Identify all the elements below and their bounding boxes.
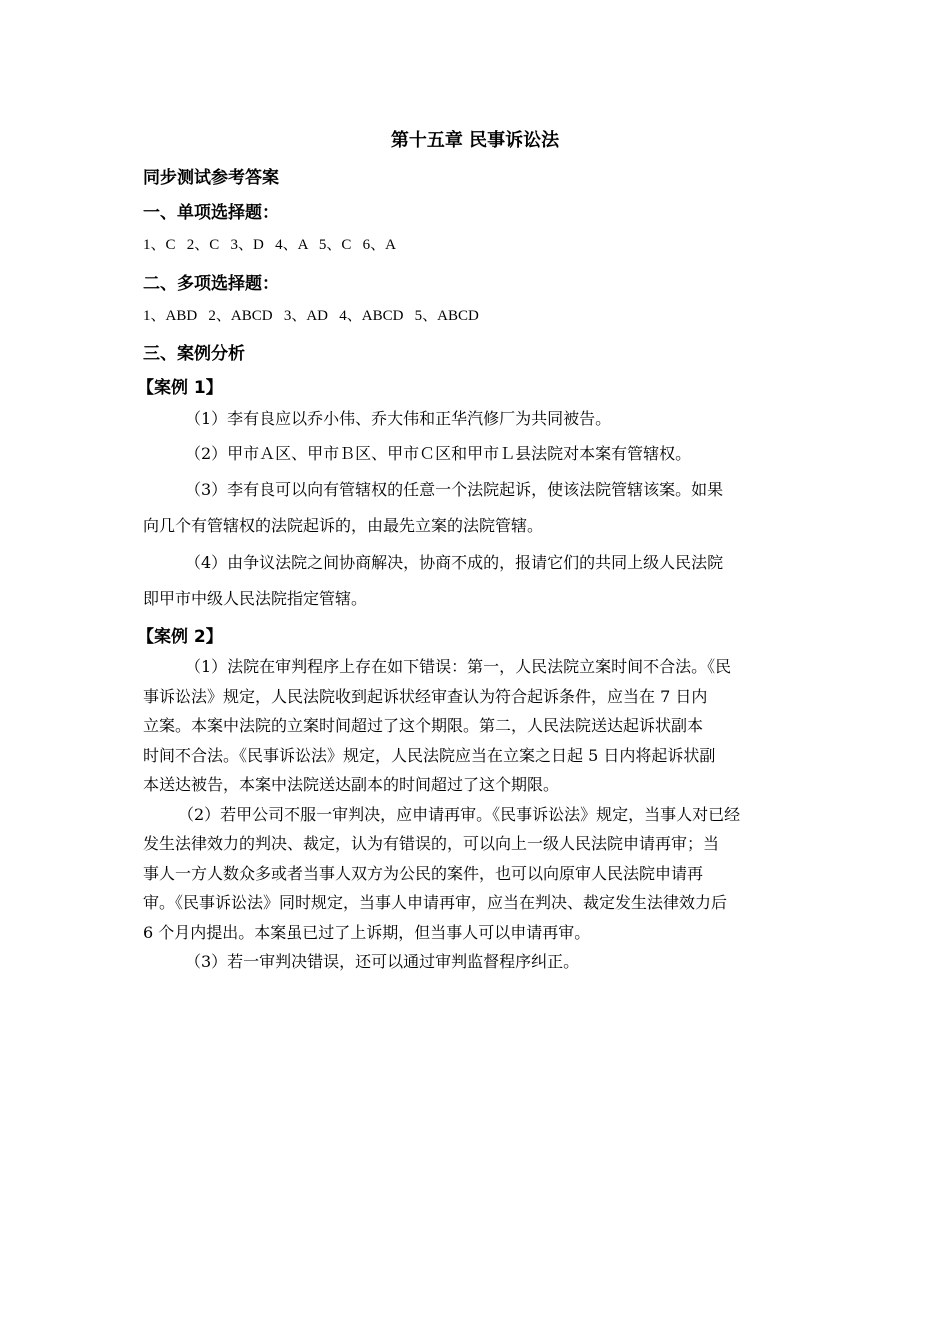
subtitle: 同步测试参考答案 [143,168,279,188]
case-2-answer-2-line-5: 6 个月内提出。本案虽已过了上诉期，但当事人可以申请再审。 [143,923,591,942]
case-2-answer-1-line-5: 本送达被告，本案中法院送达副本的时间超过了这个期限。 [143,775,560,794]
case-1-answer-2: （2）甲市Ａ区、甲市Ｂ区、甲市Ｃ区和甲市Ｌ县法院对本案有管辖权。 [185,444,692,463]
case-2-answer-2-line-4: 审。《民事诉讼法》同时规定，当事人申请再审，应当在判决、裁定发生法律效力后 [143,893,728,912]
case-1-label: 【案例 1】 [137,378,223,398]
case-2-answer-2-line-2: 发生法律效力的判决、裁定，认为有错误的，可以向上一级人民法院申请再审；当 [143,834,720,853]
case-2-label: 【案例 2】 [137,627,223,647]
case-2-answer-1-line-3: 立案。本案中法院的立案时间超过了这个期限。第二，人民法院送达起诉状副本 [143,716,704,735]
case-1-answer-3-line-2: 向几个有管辖权的法院起诉的，由最先立案的法院管辖。 [143,516,544,535]
case-2-answer-2-line-3: 事人一方人数众多或者当事人双方为公民的案件，也可以向原审人民法院申请再 [143,864,704,883]
case-2-answer-1-line-2: 事诉讼法》规定，人民法院收到起诉状经审查认为符合起诉条件，应当在 7 日内 [143,687,708,706]
case-2-answer-1-line-4: 时间不合法。《民事诉讼法》规定，人民法院应当在立案之日起 5 日内将起诉状副 [143,746,716,765]
section-heading-multiple-choice: 二、多项选择题： [143,274,279,294]
case-1-answer-4-line-1: （4）由争议法院之间协商解决，协商不成的，报请它们的共同上级人民法院 [185,553,724,572]
case-1-answer-4-line-2: 即甲市中级人民法院指定管辖。 [143,589,368,608]
case-2-answer-1-line-1: （1）法院在审判程序上存在如下错误：第一，人民法院立案时间不合法。《民 [185,657,732,676]
page-title: 第十五章 民事诉讼法 [390,130,560,151]
section-heading-single-choice: 一、单项选择题： [143,203,279,223]
case-2-answer-3: （3）若一审判决错误，还可以通过审判监督程序纠正。 [185,952,580,971]
section-heading-case-analysis: 三、案例分析 [143,344,245,364]
case-1-answer-3-line-1: （3）李有良可以向有管辖权的任意一个法院起诉，使该法院管辖该案。如果 [185,480,724,499]
case-2-answer-2-line-1: （2）若甲公司不服一审判决，应申请再审。《民事诉讼法》规定，当事人对已经 [178,805,741,824]
case-1-answer-1: （1）李有良应以乔小伟、乔大伟和正华汽修厂为共同被告。 [185,409,612,428]
single-choice-answers: 1、C 2、C 3、D 4、A 5、C 6、A [143,237,396,253]
multiple-choice-answers: 1、ABD 2、ABCD 3、AD 4、ABCD 5、ABCD [143,308,479,324]
